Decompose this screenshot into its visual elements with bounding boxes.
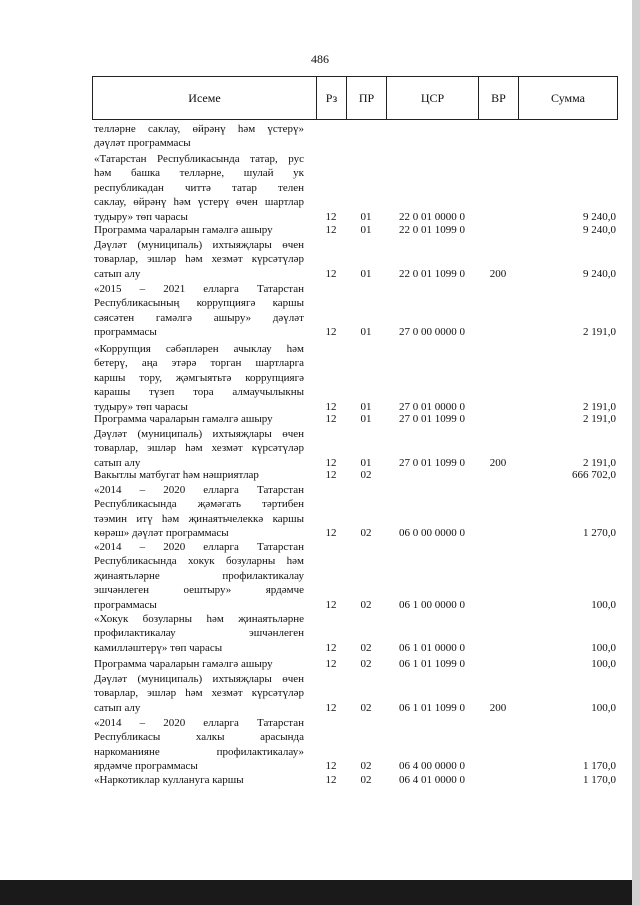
row-name-line: «Хокук бозуларны һәм җинаятьләрне (94, 613, 304, 625)
scan-bottom-edge (0, 880, 640, 905)
row-pr: 01 (360, 223, 372, 236)
row-csr: 06 1 01 1099 0 (399, 701, 465, 714)
row-sum: 1 170,0 (583, 773, 616, 786)
row-name-line: тудыру» төп чарасы (94, 210, 188, 223)
row-csr: 06 1 01 0000 0 (399, 641, 465, 654)
row-sum: 2 191,0 (583, 412, 616, 425)
row-name-line: эшчәнлеген оештыру» ярдәмче (94, 584, 304, 597)
row-name-line: тәэмин итү һәм җинаятьчелеккә каршы (94, 512, 304, 525)
row-name (94, 483, 304, 541)
row-name (94, 238, 304, 281)
row-rz: 12 (325, 456, 337, 469)
row-vr: 200 (489, 701, 507, 714)
row-name-line: Республикасында хокук бозуларны һәм (94, 555, 304, 568)
table-row (92, 657, 618, 671)
row-name (94, 223, 304, 237)
row-pr: 02 (360, 773, 372, 786)
row-pr: 01 (360, 326, 372, 339)
row-sum: 9 240,0 (583, 223, 616, 236)
row-rz: 12 (325, 468, 337, 481)
row-name-line: программасы (94, 326, 157, 339)
table-row (92, 152, 618, 224)
row-name (94, 152, 304, 224)
table-row (92, 716, 618, 774)
table-row (92, 468, 618, 482)
row-name (94, 540, 304, 612)
row-name-line: каршы тору, җәмгыятьтә коррупциягә (94, 371, 304, 384)
table-row (92, 540, 618, 612)
row-name-line: сәясәтен гамәлгә ашыру» дәүләт (94, 311, 304, 324)
row-name-line: карашы түзеп тора алмаучылыкны (94, 386, 304, 399)
row-name-line: сатып алу (94, 701, 141, 714)
row-name-line: «Татарстан Республикасында татар, рус (94, 153, 304, 165)
row-name-line: саклау, өйрәнү һәм үстерү өчен шартлар (94, 196, 304, 209)
budget-table (92, 76, 618, 786)
table-row (92, 122, 618, 151)
row-csr: 27 0 00 0000 0 (399, 326, 465, 339)
row-rz: 12 (325, 773, 337, 786)
row-rz: 12 (325, 657, 337, 670)
row-sum: 9 240,0 (583, 267, 616, 280)
row-name-line: «2014 – 2020 елларга Татарстан (94, 541, 304, 553)
row-name (94, 342, 304, 414)
header-sum: Сумма (551, 91, 585, 105)
table-row (92, 612, 618, 655)
row-rz: 12 (325, 223, 337, 236)
row-name-line: «2014 – 2020 елларга Татарстан (94, 717, 304, 729)
row-rz: 12 (325, 412, 337, 425)
row-name-line: ярдәмче программасы (94, 760, 198, 773)
row-rz: 12 (325, 760, 337, 773)
table-row (92, 773, 618, 787)
row-name-line: Дәүләт (муниципаль) ихтыяҗлары өчен (94, 428, 304, 440)
row-rz: 12 (325, 400, 337, 413)
row-name-line: товарлар, эшләр һәм хезмәт күрсәтүләр (94, 687, 304, 700)
row-pr: 02 (360, 657, 372, 670)
row-csr: 22 0 01 1099 0 (399, 223, 465, 236)
row-name (94, 612, 304, 655)
row-name-line: көрәш» дәүләт программасы (94, 527, 229, 540)
row-vr: 200 (489, 456, 507, 469)
row-sum: 2 191,0 (583, 326, 616, 339)
table-row (92, 427, 618, 470)
row-pr: 02 (360, 468, 372, 481)
row-name (94, 282, 304, 340)
row-name-line: бетерү, аңа этәрә торган шартларга (94, 357, 304, 370)
row-pr: 01 (360, 456, 372, 469)
row-sum: 2 191,0 (583, 456, 616, 469)
row-sum: 100,0 (591, 657, 616, 670)
table-row (92, 342, 618, 414)
row-pr: 02 (360, 701, 372, 714)
header-name: Исеме (93, 77, 317, 119)
row-name-line: Республикасында җәмәгать тәртибен (94, 498, 304, 511)
row-name-line: товарлар, эшләр һәм хезмәт күрсәтүләр (94, 442, 304, 455)
row-name-line: «2014 – 2020 елларга Татарстан (94, 484, 304, 496)
row-csr: 27 0 01 1099 0 (399, 412, 465, 425)
row-pr: 02 (360, 598, 372, 611)
row-name-line: наркоманияне профилактикалау» (94, 745, 304, 758)
row-name-line: «2015 – 2021 елларга Татарстан (94, 283, 304, 295)
table-row (92, 412, 618, 426)
row-name (94, 412, 304, 426)
row-name-line: профилактикалау эшчәнлеген (94, 627, 304, 640)
row-name-line: республикадан читтә татар телен (94, 181, 304, 194)
header-pr: ПР (347, 77, 387, 119)
row-name-line: һәм башка телләрне, шулай ук (94, 167, 304, 180)
row-name (94, 427, 304, 470)
row-rz: 12 (325, 598, 337, 611)
row-name-line: Программа чараларын гамәлгә ашыру (94, 413, 273, 425)
row-name-line: Дәүләт (муниципаль) ихтыяҗлары өчен (94, 239, 304, 251)
row-csr: 06 4 00 0000 0 (399, 760, 465, 773)
row-name-line: «Наркотиклар куллануга каршы (94, 774, 244, 786)
header-rz: Рз (317, 77, 347, 119)
table-row (92, 483, 618, 541)
row-name-line: Вакытлы матбугат һәм нәшриятлар (94, 469, 259, 481)
row-name-line: Дәүләт (муниципаль) ихтыяҗлары өчен (94, 673, 304, 685)
table-row (92, 223, 618, 237)
row-name-line: җинаятьләрне профилактикалау (94, 569, 304, 582)
row-sum: 100,0 (591, 641, 616, 654)
row-csr: 27 0 01 0000 0 (399, 400, 465, 413)
row-vr: 200 (489, 267, 507, 280)
row-name-line: Республикасының коррупциягә каршы (94, 297, 304, 310)
row-sum: 100,0 (591, 701, 616, 714)
row-name-line: Программа чараларын гамәлгә ашыру (94, 658, 273, 670)
row-name-line: программасы (94, 598, 157, 611)
scan-right-edge (632, 0, 640, 905)
row-sum: 9 240,0 (583, 210, 616, 223)
row-pr: 01 (360, 412, 372, 425)
row-name (94, 122, 304, 151)
row-pr: 01 (360, 210, 372, 223)
row-name-line: Программа чараларын гамәлгә ашыру (94, 224, 273, 236)
row-rz: 12 (325, 210, 337, 223)
row-sum: 1 270,0 (583, 527, 616, 540)
row-name (94, 716, 304, 774)
row-name-line: камилләштерү» төп чарасы (94, 641, 223, 654)
table-row (92, 238, 618, 281)
row-name-line: сатып алу (94, 456, 141, 469)
row-name (94, 657, 304, 671)
table-row (92, 672, 618, 715)
row-pr: 02 (360, 527, 372, 540)
row-csr: 27 0 01 1099 0 (399, 456, 465, 469)
row-sum: 100,0 (591, 598, 616, 611)
row-name (94, 672, 304, 715)
page-number: 486 (311, 52, 329, 66)
row-pr: 01 (360, 400, 372, 413)
row-name (94, 468, 304, 482)
row-rz: 12 (325, 267, 337, 280)
row-rz: 12 (325, 527, 337, 540)
row-csr: 06 4 01 0000 0 (399, 773, 465, 786)
row-name-line: телләрне саклау, өйрәнү һәм үстерү» (94, 123, 304, 135)
table-row (92, 282, 618, 340)
row-name-line: сатып алу (94, 267, 141, 280)
row-name-line: товарлар, эшләр һәм хезмәт күрсәтүләр (94, 253, 304, 266)
row-sum: 2 191,0 (583, 400, 616, 413)
row-pr: 01 (360, 267, 372, 280)
row-name-line: «Коррупция сәбәпләрен ачыклау һәм (94, 343, 304, 355)
header-csr: ЦСР (387, 77, 479, 119)
row-csr: 06 1 00 0000 0 (399, 598, 465, 611)
row-name-line: дәүләт программасы (94, 137, 191, 150)
row-rz: 12 (325, 701, 337, 714)
row-name-line: Республикасы халкы арасында (94, 731, 304, 744)
row-rz: 12 (325, 641, 337, 654)
row-rz: 12 (325, 326, 337, 339)
row-csr: 06 0 00 0000 0 (399, 527, 465, 540)
row-pr: 02 (360, 760, 372, 773)
row-pr: 02 (360, 641, 372, 654)
header-vr: ВР (479, 77, 519, 119)
row-csr: 22 0 01 0000 0 (399, 210, 465, 223)
row-name (94, 773, 304, 787)
row-sum: 666 702,0 (572, 468, 616, 481)
row-csr: 06 1 01 1099 0 (399, 657, 465, 670)
table-header (92, 76, 618, 120)
row-name-line: тудыру» төп чарасы (94, 400, 188, 413)
row-csr: 22 0 01 1099 0 (399, 267, 465, 280)
row-sum: 1 170,0 (583, 760, 616, 773)
